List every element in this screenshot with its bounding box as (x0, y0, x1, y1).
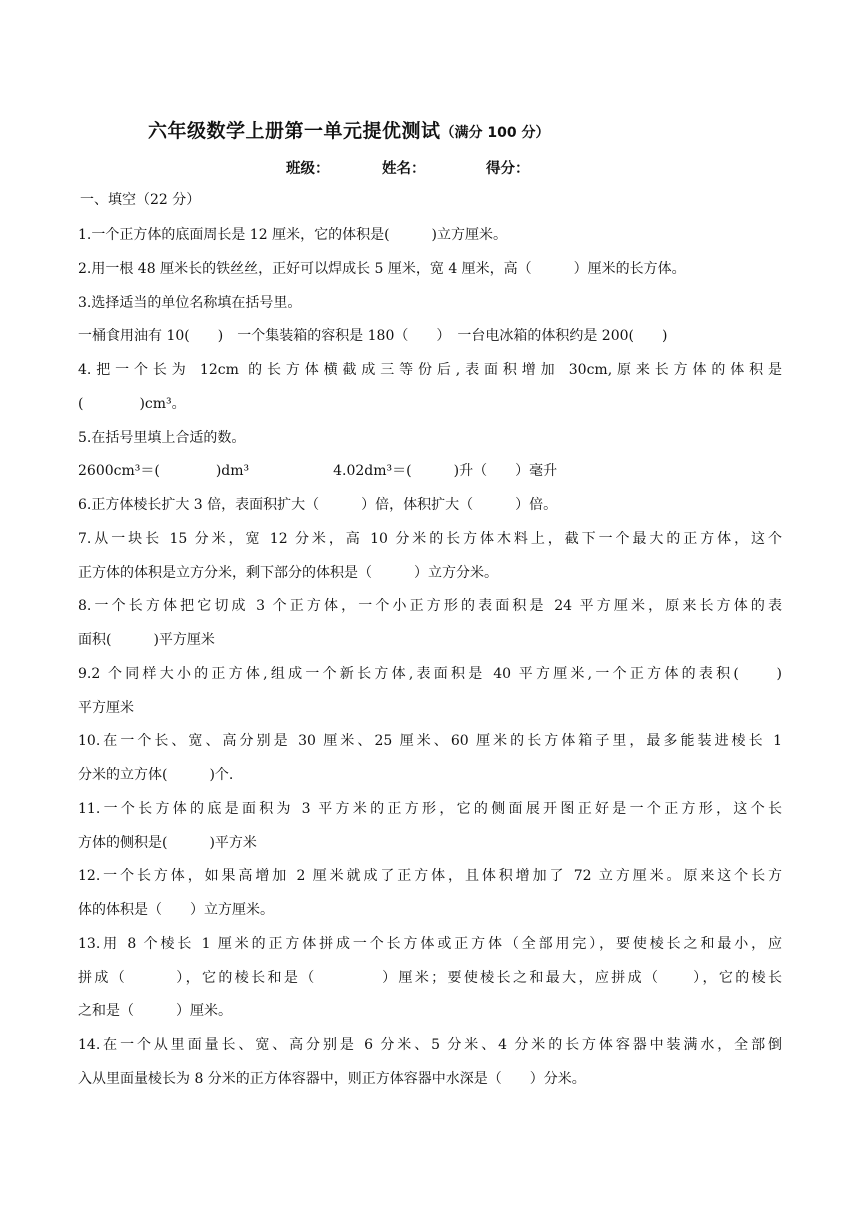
question-4-line-1: 4.把一个长为 12cm 的长方体横截成三等份后,表面积增加 30cm,原来长方体的体积是 (78, 362, 782, 378)
question-12-line-2: 体的体积是（ ）立方厘米。 (78, 902, 274, 918)
score-label: 得分： (486, 161, 530, 177)
student-info-row (286, 157, 530, 178)
question-9-line-2: 平方厘米 (78, 700, 134, 716)
question-5-items: 2600cm³＝( )dm³ 4.02dm³＝( )升（ ）毫升 (78, 463, 558, 479)
question-7-line-2: 正方体的体积是立方分米，剩下部分的体积是（ ）立方分米。 (78, 565, 498, 581)
question-10-line-2: 分米的立方体( )个. (78, 767, 234, 783)
question-14-line-2: 入从里面量棱长为 8 分米的正方体容器中，则正方体容器中水深是（ ）分米。 (78, 1071, 586, 1087)
question-8-line-1: 8.一个长方体把它切成 3 个正方体，一个小正方形的表面积是 24 平方厘米，原来长方体的表 (78, 598, 782, 614)
question-8-line-2: 面积( )平方厘米 (78, 632, 215, 648)
section-heading: 一、填空（22 分） (80, 192, 201, 208)
class-label: 班级： (286, 161, 330, 177)
page-title: 六年级数学上册第一单元提优测试 (148, 120, 441, 142)
question-2: 2.用一根 48 厘米长的铁丝丝，正好可以焊成长 5 厘米，宽 4 厘米，高（ ）厘米的长方体。 (78, 261, 686, 277)
question-13-line-1: 13.用 8 个棱长 1 厘米的正方体拼成一个长方体或正方体（全部用完），要使棱长之和最小，应 (78, 936, 782, 952)
question-10-line-1: 10.在一个长、宽、高分别是 30 厘米、25 厘米、60 厘米的长方体箱子里，最多能装进棱长 1 (78, 733, 782, 749)
question-1: 1.一个正方体的底面周长是 12 厘米，它的体积是( )立方厘米。 (78, 227, 507, 243)
question-7-line-1: 7.从一块长 15 分米，宽 12 分米，高 10 分米的长方体木料上，截下一个最大的正方体，这个 (78, 531, 782, 547)
question-4-line-2: ( )cm³。 (78, 396, 186, 412)
question-14-line-1: 14.在一个从里面量长、宽、高分别是 6 分米、5 分米、4 分米的长方体容器中装满水，全部倒 (78, 1037, 782, 1053)
question-11-line-1: 11.一个长方体的底是面积为 3 平方米的正方形，它的侧面展开图正好是一个正方形，这个长 (78, 801, 782, 817)
question-3: 3.选择适当的单位名称填在括号里。 (78, 295, 302, 311)
question-6: 6.正方体棱长扩大 3 倍，表面积扩大（ ）倍，体积扩大（ ）倍。 (78, 497, 558, 513)
title-score-note: （满分 100 分） (440, 125, 550, 141)
question-9-line-1: 9.2 个同样大小的正方体,组成一个新长方体,表面积是 40 平方厘米,一个正方体的表积( ) (78, 666, 782, 682)
title-row (148, 116, 550, 143)
question-13-line-3: 之和是（ ）厘米。 (78, 1003, 232, 1019)
name-label: 姓名： (382, 161, 426, 177)
question-13-line-2: 拼成（ ），它的棱长和是（ ）厘米；要使棱长之和最大，应拼成（ ），它的棱长 (78, 970, 782, 986)
question-12-line-1: 12.一个长方体，如果高增加 2 厘米就成了正方体，且体积增加了 72 立方厘米。原来这个长方 (78, 868, 782, 884)
question-3-items: 一桶食用油有 10( ) 一个集装箱的容积是 180（ ） 一台电冰箱的体积约是 200( ) (78, 328, 668, 344)
question-5: 5.在括号里填上合适的数。 (78, 430, 246, 446)
question-11-line-2: 方体的侧积是( )平方米 (78, 835, 257, 851)
